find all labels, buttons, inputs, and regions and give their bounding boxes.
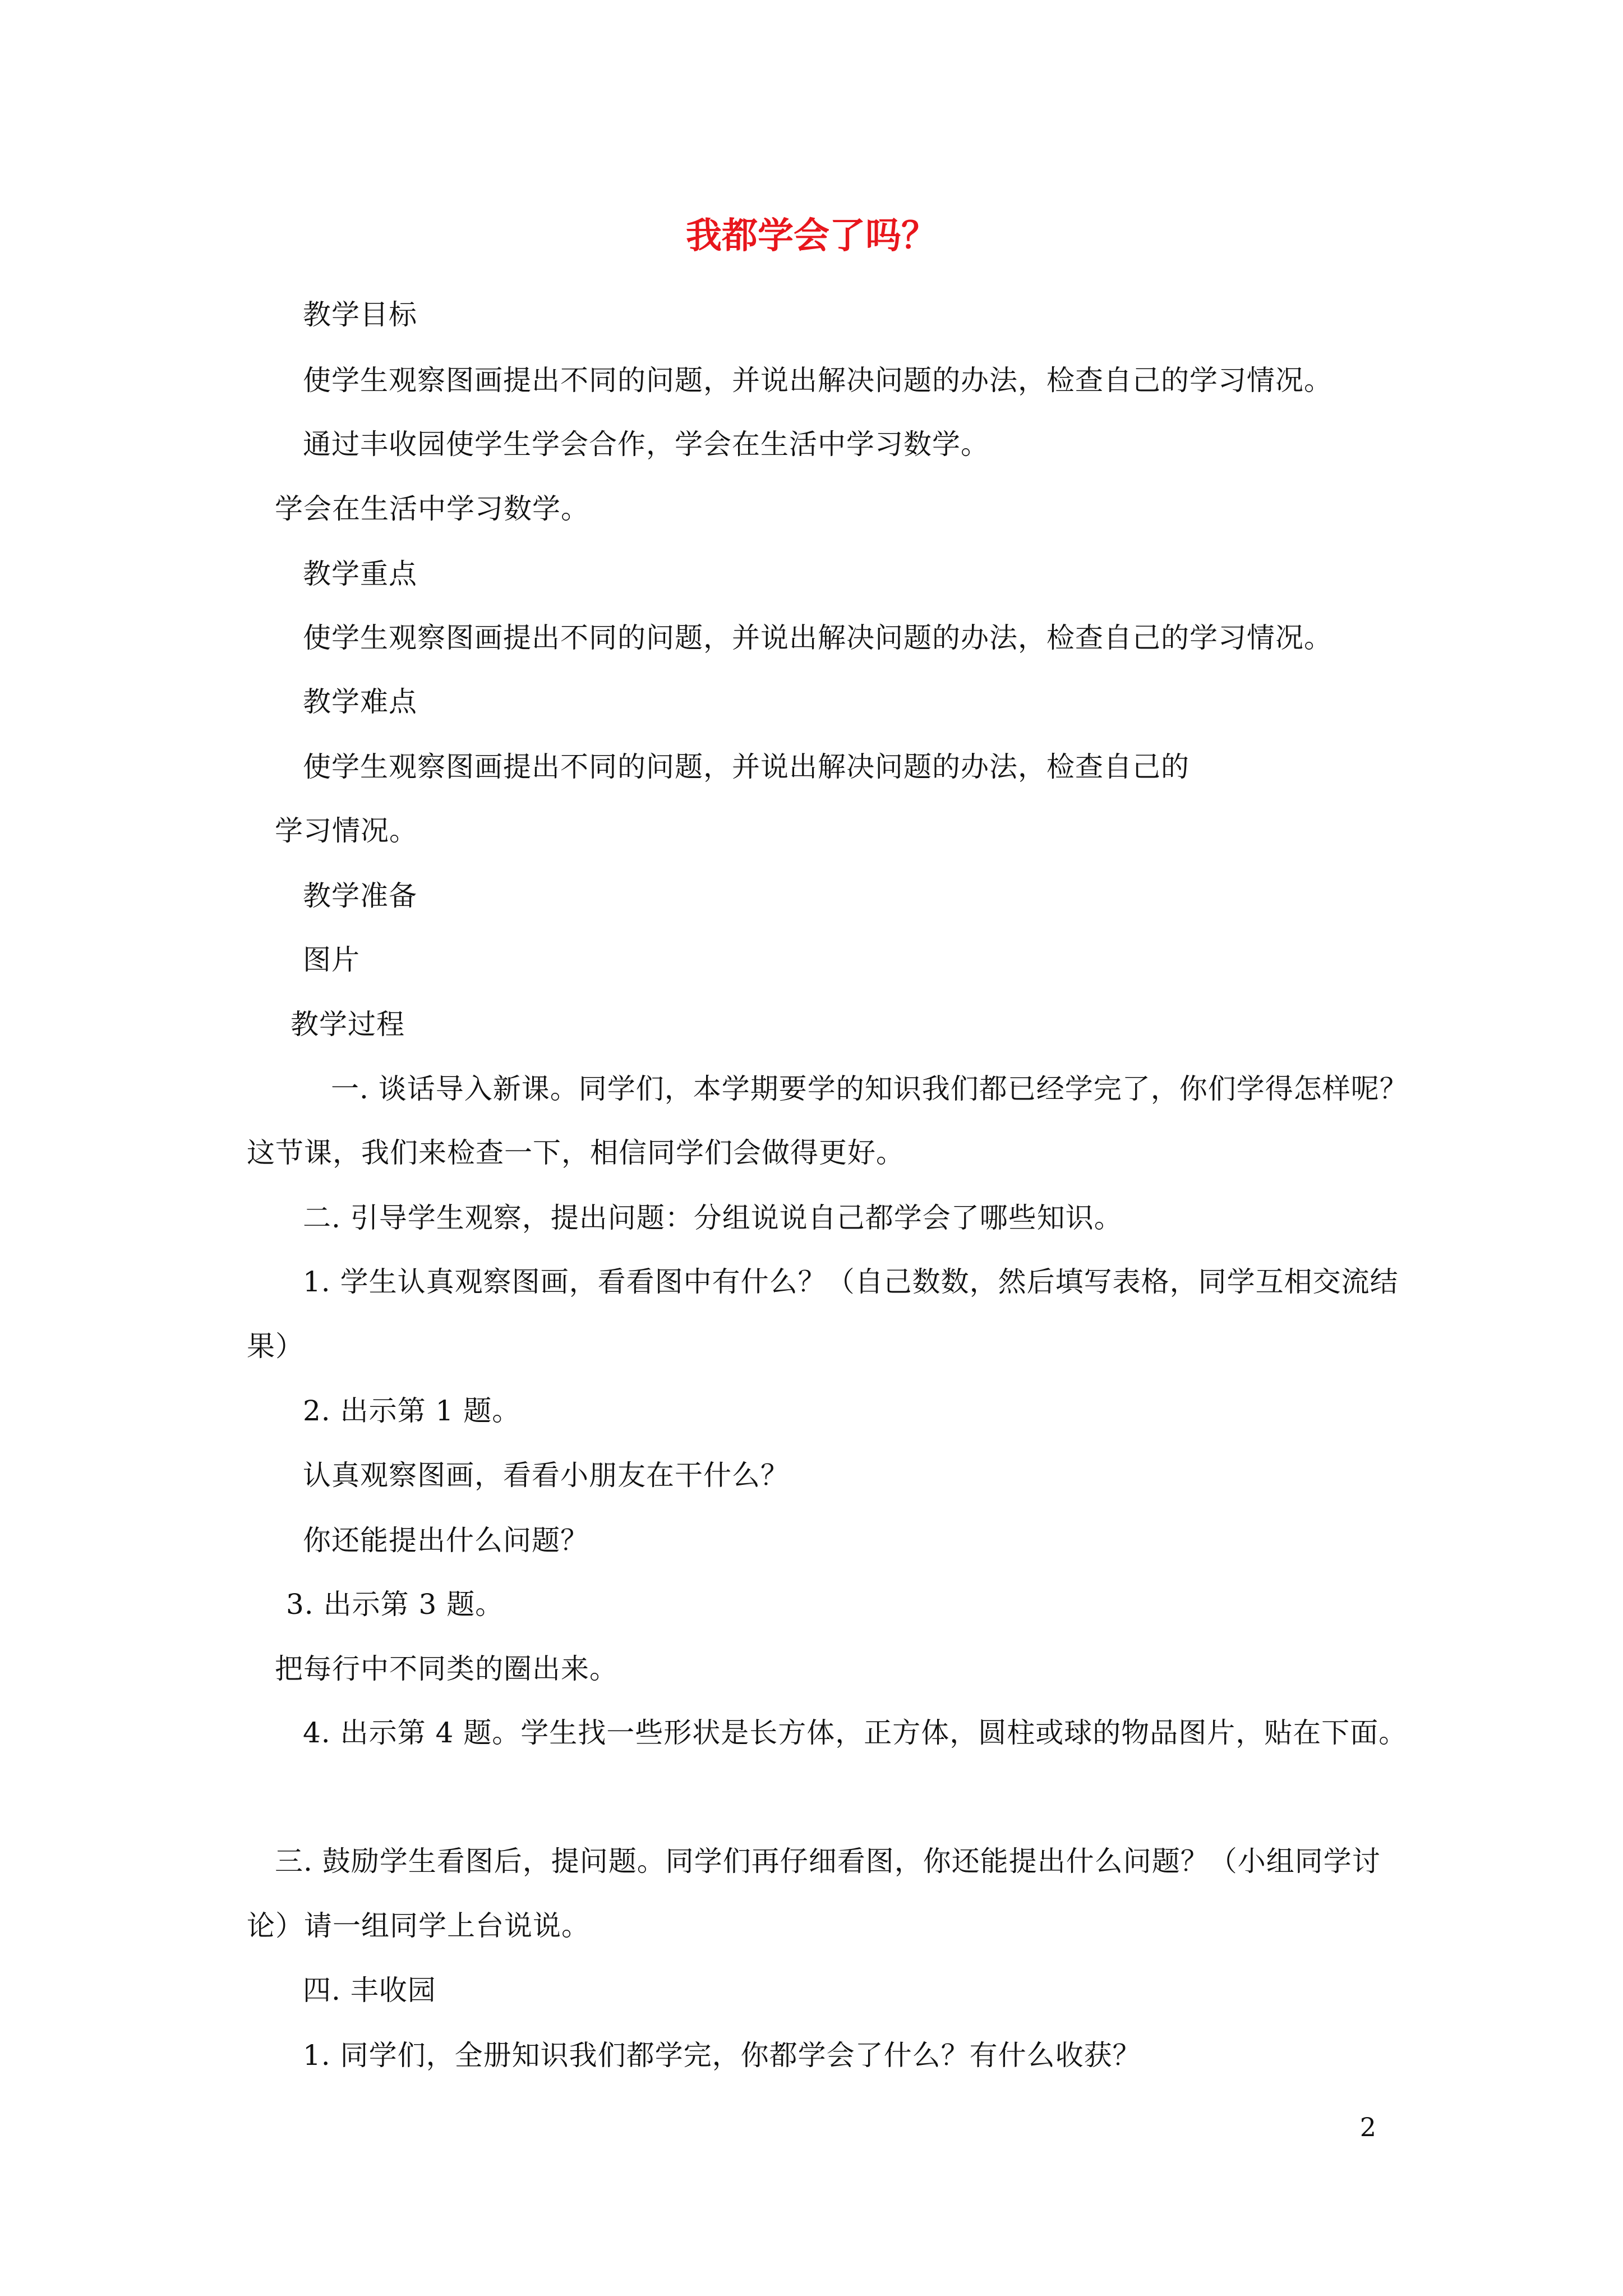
paragraph: 果） [247,1330,304,1363]
paragraph: 认真观察图画，看看小朋友在干什么？ [303,1459,789,1492]
paragraph: 把每行中不同类的圈出来。 [275,1653,618,1685]
heading-teaching-preparation: 教学准备 [303,880,417,912]
paragraph: 学习情况。 [275,815,418,847]
paragraph: 二. 引导学生观察，提出问题：分组说说自己都学会了哪些知识。 [303,1202,1123,1234]
paragraph: 通过丰收园使学生学会合作，学会在生活中学习数学。 [303,428,989,461]
paragraph: 使学生观察图画提出不同的问题，并说出解决问题的办法，检查自己的学习情况。 [303,364,1332,397]
paragraph: 使学生观察图画提出不同的问题，并说出解决问题的办法，检查自己的 [303,751,1189,783]
heading-teaching-process: 教学过程 [291,1008,405,1041]
paragraph: 1. 同学们，全册知识我们都学完，你都学会了什么？有什么收获？ [303,2039,1141,2072]
page-number: 2 [1359,2112,1376,2142]
paragraph: 这节课，我们来检查一下，相信同学们会做得更好。 [247,1137,905,1169]
heading-teaching-focus: 教学重点 [303,558,417,590]
paragraph: 2. 出示第 1 题。 [303,1395,521,1427]
paragraph: 3. 出示第 3 题。 [286,1588,504,1621]
document-title: 我都学会了吗？ [686,215,937,257]
paragraph: 三. 鼓励学生看图后，提问题。同学们再仔细看图，你还能提出什么问题？（小组同学讨 [275,1845,1381,1878]
paragraph: 学会在生活中学习数学。 [275,493,589,525]
paragraph: 使学生观察图画提出不同的问题，并说出解决问题的办法，检查自己的学习情况。 [303,622,1332,654]
heading-teaching-difficulty: 教学难点 [303,685,417,718]
heading-harvest-garden: 四. 丰收园 [303,1974,436,2007]
paragraph: 你还能提出什么问题？ [303,1524,589,1557]
paragraph: 论）请一组同学上台说说。 [247,1910,590,1942]
paragraph: 1. 学生认真观察图画，看看图中有什么？（自己数数，然后填写表格，同学互相交流结 [303,1266,1399,1298]
heading-teaching-goals: 教学目标 [303,298,417,331]
paragraph: 4. 出示第 4 题。学生找一些形状是长方体，正方体，圆柱或球的物品图片，贴在下面。 [303,1717,1408,1749]
paragraph: 图片 [303,944,360,976]
paragraph: 一. 谈话导入新课。同学们，本学期要学的知识我们都已经学完了，你们学得怎样呢？ [331,1073,1408,1105]
